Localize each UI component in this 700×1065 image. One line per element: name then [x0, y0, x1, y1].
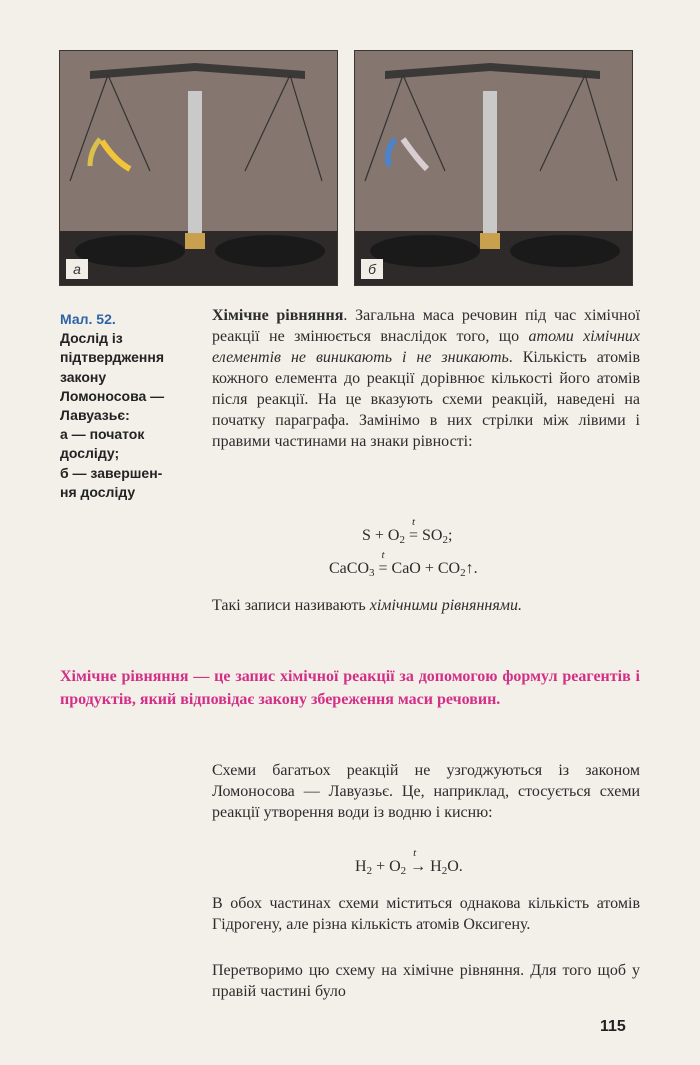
emphasis-text: хімічними рівняннями.: [369, 597, 522, 614]
eq-part: CaO + CO: [391, 560, 461, 577]
eq-sub: 2: [399, 534, 405, 546]
figure-number: Мал. 52.: [60, 311, 116, 327]
eq-part: CaCO: [329, 560, 369, 577]
caption-line: Лавуазьє:: [60, 407, 130, 424]
eq-part: O.: [447, 858, 463, 875]
eq-sub: 2: [442, 534, 448, 546]
caption-line: закону: [60, 368, 107, 385]
caption-line: підтвердження: [60, 349, 164, 366]
caption-line: досліду;: [60, 445, 120, 462]
eq-sign: =: [408, 527, 419, 544]
eq-part: SO: [422, 527, 443, 544]
figure-label-a: а: [66, 259, 88, 279]
caption-line: Дослід із: [60, 330, 123, 347]
paragraph-text: Такі записи називають: [212, 597, 370, 614]
paragraph-text: . Загальна маса речовин під час хімічної реакції не змінюється внаслідок того, що: [212, 307, 641, 345]
eq-sign: =: [378, 560, 388, 577]
eq-part: ↑.: [465, 560, 478, 577]
caption-line: а — початок: [60, 426, 145, 443]
eq-part: ;: [447, 527, 453, 544]
paragraph-text: Перетворимо цю схему на хімічне рівняння. Для того щоб у правій частині було: [212, 962, 640, 1000]
paragraph-transform: [212, 960, 640, 1002]
eq-part: H: [355, 858, 367, 875]
figure-label-b: б: [361, 259, 383, 279]
eq-sub: 3: [369, 567, 375, 579]
emphasis-text: атоми хімічних елементів не виникають і не зникають: [212, 328, 640, 366]
paragraph-equations-name: [212, 595, 640, 616]
caption-line: Ломоносова —: [60, 387, 165, 404]
term-heading: Хімічне рівняння: [212, 307, 344, 324]
paragraph-atoms: [212, 893, 640, 935]
caption-line: б — завершен-: [60, 464, 163, 481]
caption-line: ня досліду: [60, 483, 136, 500]
paragraph-text: Схеми багатьох реакцій не узгоджуються із законом Ломоносова — Лавуазьє. Це, наприклад, стосується схеми реакції утворення води із водню і кисню:: [212, 762, 640, 821]
paragraph-schemes: [212, 760, 640, 823]
eq-sub: 2: [400, 865, 407, 877]
eq-sub: 2: [441, 865, 448, 877]
eq-sub: 2: [460, 567, 466, 579]
eq-sub: 2: [366, 865, 373, 877]
equation-calcium-carbonate: [329, 549, 478, 579]
eq-part: S + O: [362, 527, 400, 544]
balance-scale-illustration: [355, 51, 632, 285]
page-number: 115: [600, 1018, 626, 1035]
eq-part: H: [430, 858, 442, 875]
equation-water: [355, 847, 463, 877]
balance-photo-a: [59, 50, 338, 286]
balance-photo-b: [354, 50, 633, 286]
eq-condition: t: [381, 549, 385, 561]
paragraph-text: В обох частинах схеми міститься однакова кількість атомів Гідрогену, але різна кількість атомів Оксигену.: [212, 895, 640, 933]
paragraph-text: . Кількість атомів кожного елемента до реакції дорівнює кількості його атомів після реакції. На це вказують схеми реакцій, наведені на початку параграфа. Замінімо в них стрілки між лівими і правими частинами на знаки рівності:: [212, 349, 641, 450]
paragraph-chemical-equation: [212, 305, 640, 452]
eq-arrow: →: [410, 858, 427, 875]
eq-condition: t: [413, 847, 417, 859]
definition-block: Хімічне рівняння — це запис хімічної реакції за допомогою формул реагентів і продуктів, який відповідає закону збереження маси речовин.: [60, 668, 640, 708]
figure-caption: [60, 310, 200, 502]
eq-condition: t: [411, 516, 416, 528]
equation-sulfur: [362, 516, 453, 546]
eq-part: + O: [372, 858, 401, 875]
balance-scale-illustration: [60, 51, 337, 285]
